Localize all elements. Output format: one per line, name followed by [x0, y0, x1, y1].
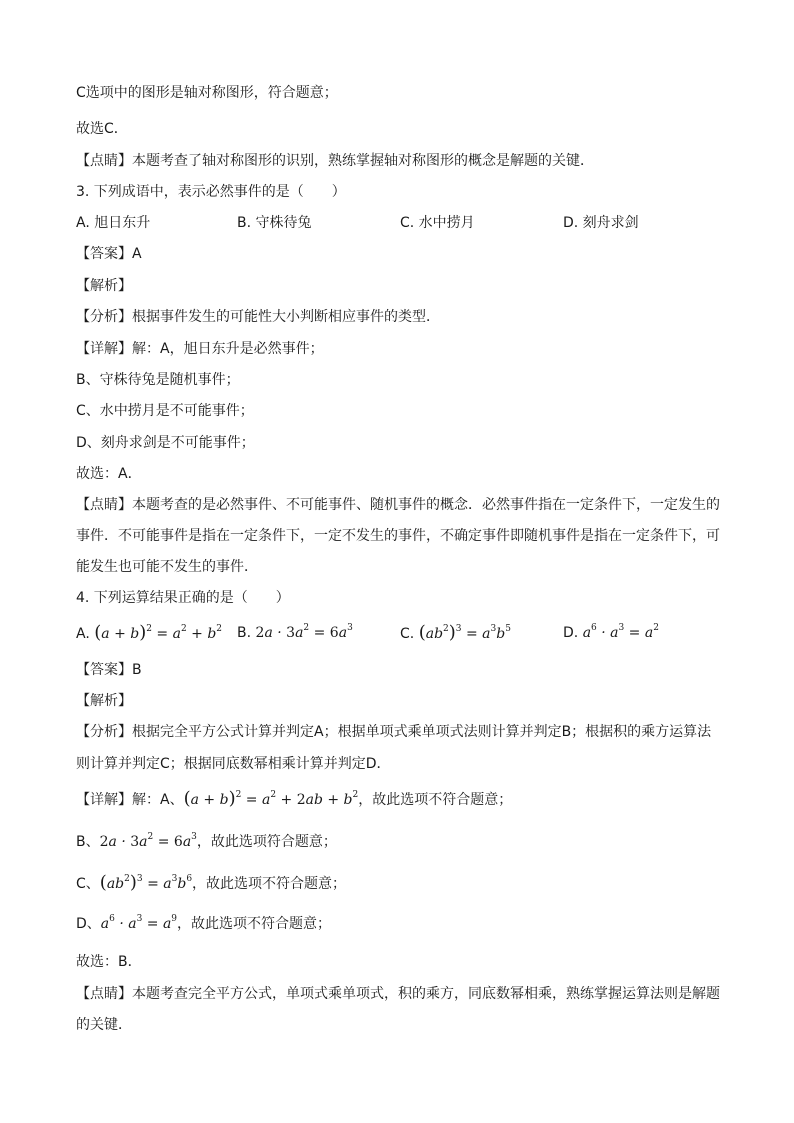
formula: $(ab^2)^3 = a^3b^5$ — [418, 622, 511, 643]
detail-line: 故选：A． — [76, 466, 142, 482]
detail-line: C、水中捞月是不可能事件； — [76, 403, 254, 419]
question-stem: 4. 下列运算结果正确的是（ ） — [76, 590, 290, 606]
comment-line: 【点睛】本题考查了轴对称图形的识别，熟练掌握轴对称图形的概念是解题的关键． — [76, 153, 594, 169]
comment-line: 能发生也可能不发生的事件． — [76, 559, 258, 575]
text-line: 故选C． — [76, 121, 128, 137]
comment-line: 【点睛】本题考查的是必然事件、不可能事件、随机事件的概念．必然事件指在一定条件下，一定发生的 — [76, 497, 720, 513]
comment-line: 事件．不可能事件是指在一定条件下，一定不发生的事件，不确定事件即随机事件是指在一定条件下，可 — [76, 528, 720, 544]
formula: $a^6 \cdot a^3 = a^2$ — [582, 623, 659, 641]
question-stem: 3. 下列成语中，表示必然事件的是（ ） — [76, 184, 346, 200]
formula: $2a \cdot 3a^2 = 6a^3$ — [255, 623, 353, 641]
option-d — [563, 624, 659, 642]
option-label: A. — [76, 626, 90, 642]
option-label: B. — [237, 625, 252, 641]
answer-line: 【答案】A — [76, 246, 142, 262]
formula: $a^6 \cdot a^3 = a^9$ — [100, 914, 178, 932]
option-a: A. 旭日东升 — [76, 215, 151, 231]
detail-line: C、$(ab^2)^3 = a^3b^6$，故此选项不符合题意； — [76, 872, 347, 893]
formula: $2a \cdot 3a^2 = 6a^3$ — [99, 832, 197, 850]
formula: $(a + b)^2 = a^2 + 2ab + b^2$ — [183, 788, 359, 809]
conclusion-line: 故选：B． — [76, 954, 142, 970]
formula: $(a + b)^2 = a^2 + b^2$ — [94, 622, 223, 643]
detail-line: D、刻舟求剑是不可能事件； — [76, 435, 255, 451]
option-label: D. — [563, 625, 579, 641]
detail-line: B、守株待兔是随机事件； — [76, 372, 240, 388]
analysis-line: 【分析】根据事件发生的可能性大小判断相应事件的类型． — [76, 309, 440, 325]
option-c: C. 水中捞月 — [400, 215, 475, 231]
analysis-line: 【分析】根据完全平方公式计算并判定A；根据单项式乘单项式法则计算并判定B；根据积的乘方运算法 — [76, 724, 712, 740]
detail-line: 【详解】解：A，旭日东升是必然事件； — [76, 341, 324, 357]
answer-line: 【答案】B — [76, 662, 142, 678]
option-c — [400, 624, 511, 643]
detail-line: D、$a^6 \cdot a^3 = a^9$，故此选项不符合题意； — [76, 914, 332, 932]
analysis-label: 【解析】 — [76, 693, 132, 709]
comment-line: 的关键． — [76, 1017, 132, 1033]
option-label: C. — [400, 626, 415, 642]
option-d: D. 刻舟求剑 — [563, 215, 639, 231]
comment-line: 【点睛】本题考查完全平方公式，单项式乘单项式，积的乘方，同底数幂相乘，熟练掌握运算法则是解题 — [76, 986, 720, 1002]
analysis-line: 则计算并判定C；根据同底数幂相乘计算并判定D． — [76, 756, 391, 772]
detail-line: B、$2a \cdot 3a^2 = 6a^3$，故此选项符合题意； — [76, 832, 337, 850]
analysis-label: 【解析】 — [76, 278, 132, 294]
option-b: B. 守株待兔 — [237, 215, 312, 231]
detail-line: 【详解】解：A、$(a + b)^2 = a^2 + 2ab + b^2$，故此选项不符合题意； — [76, 788, 513, 809]
text-line: C选项中的图形是轴对称图形，符合题意； — [76, 85, 338, 101]
option-b — [237, 624, 353, 642]
formula: $(ab^2)^3 = a^3b^6$ — [99, 872, 193, 893]
option-a — [76, 624, 222, 643]
